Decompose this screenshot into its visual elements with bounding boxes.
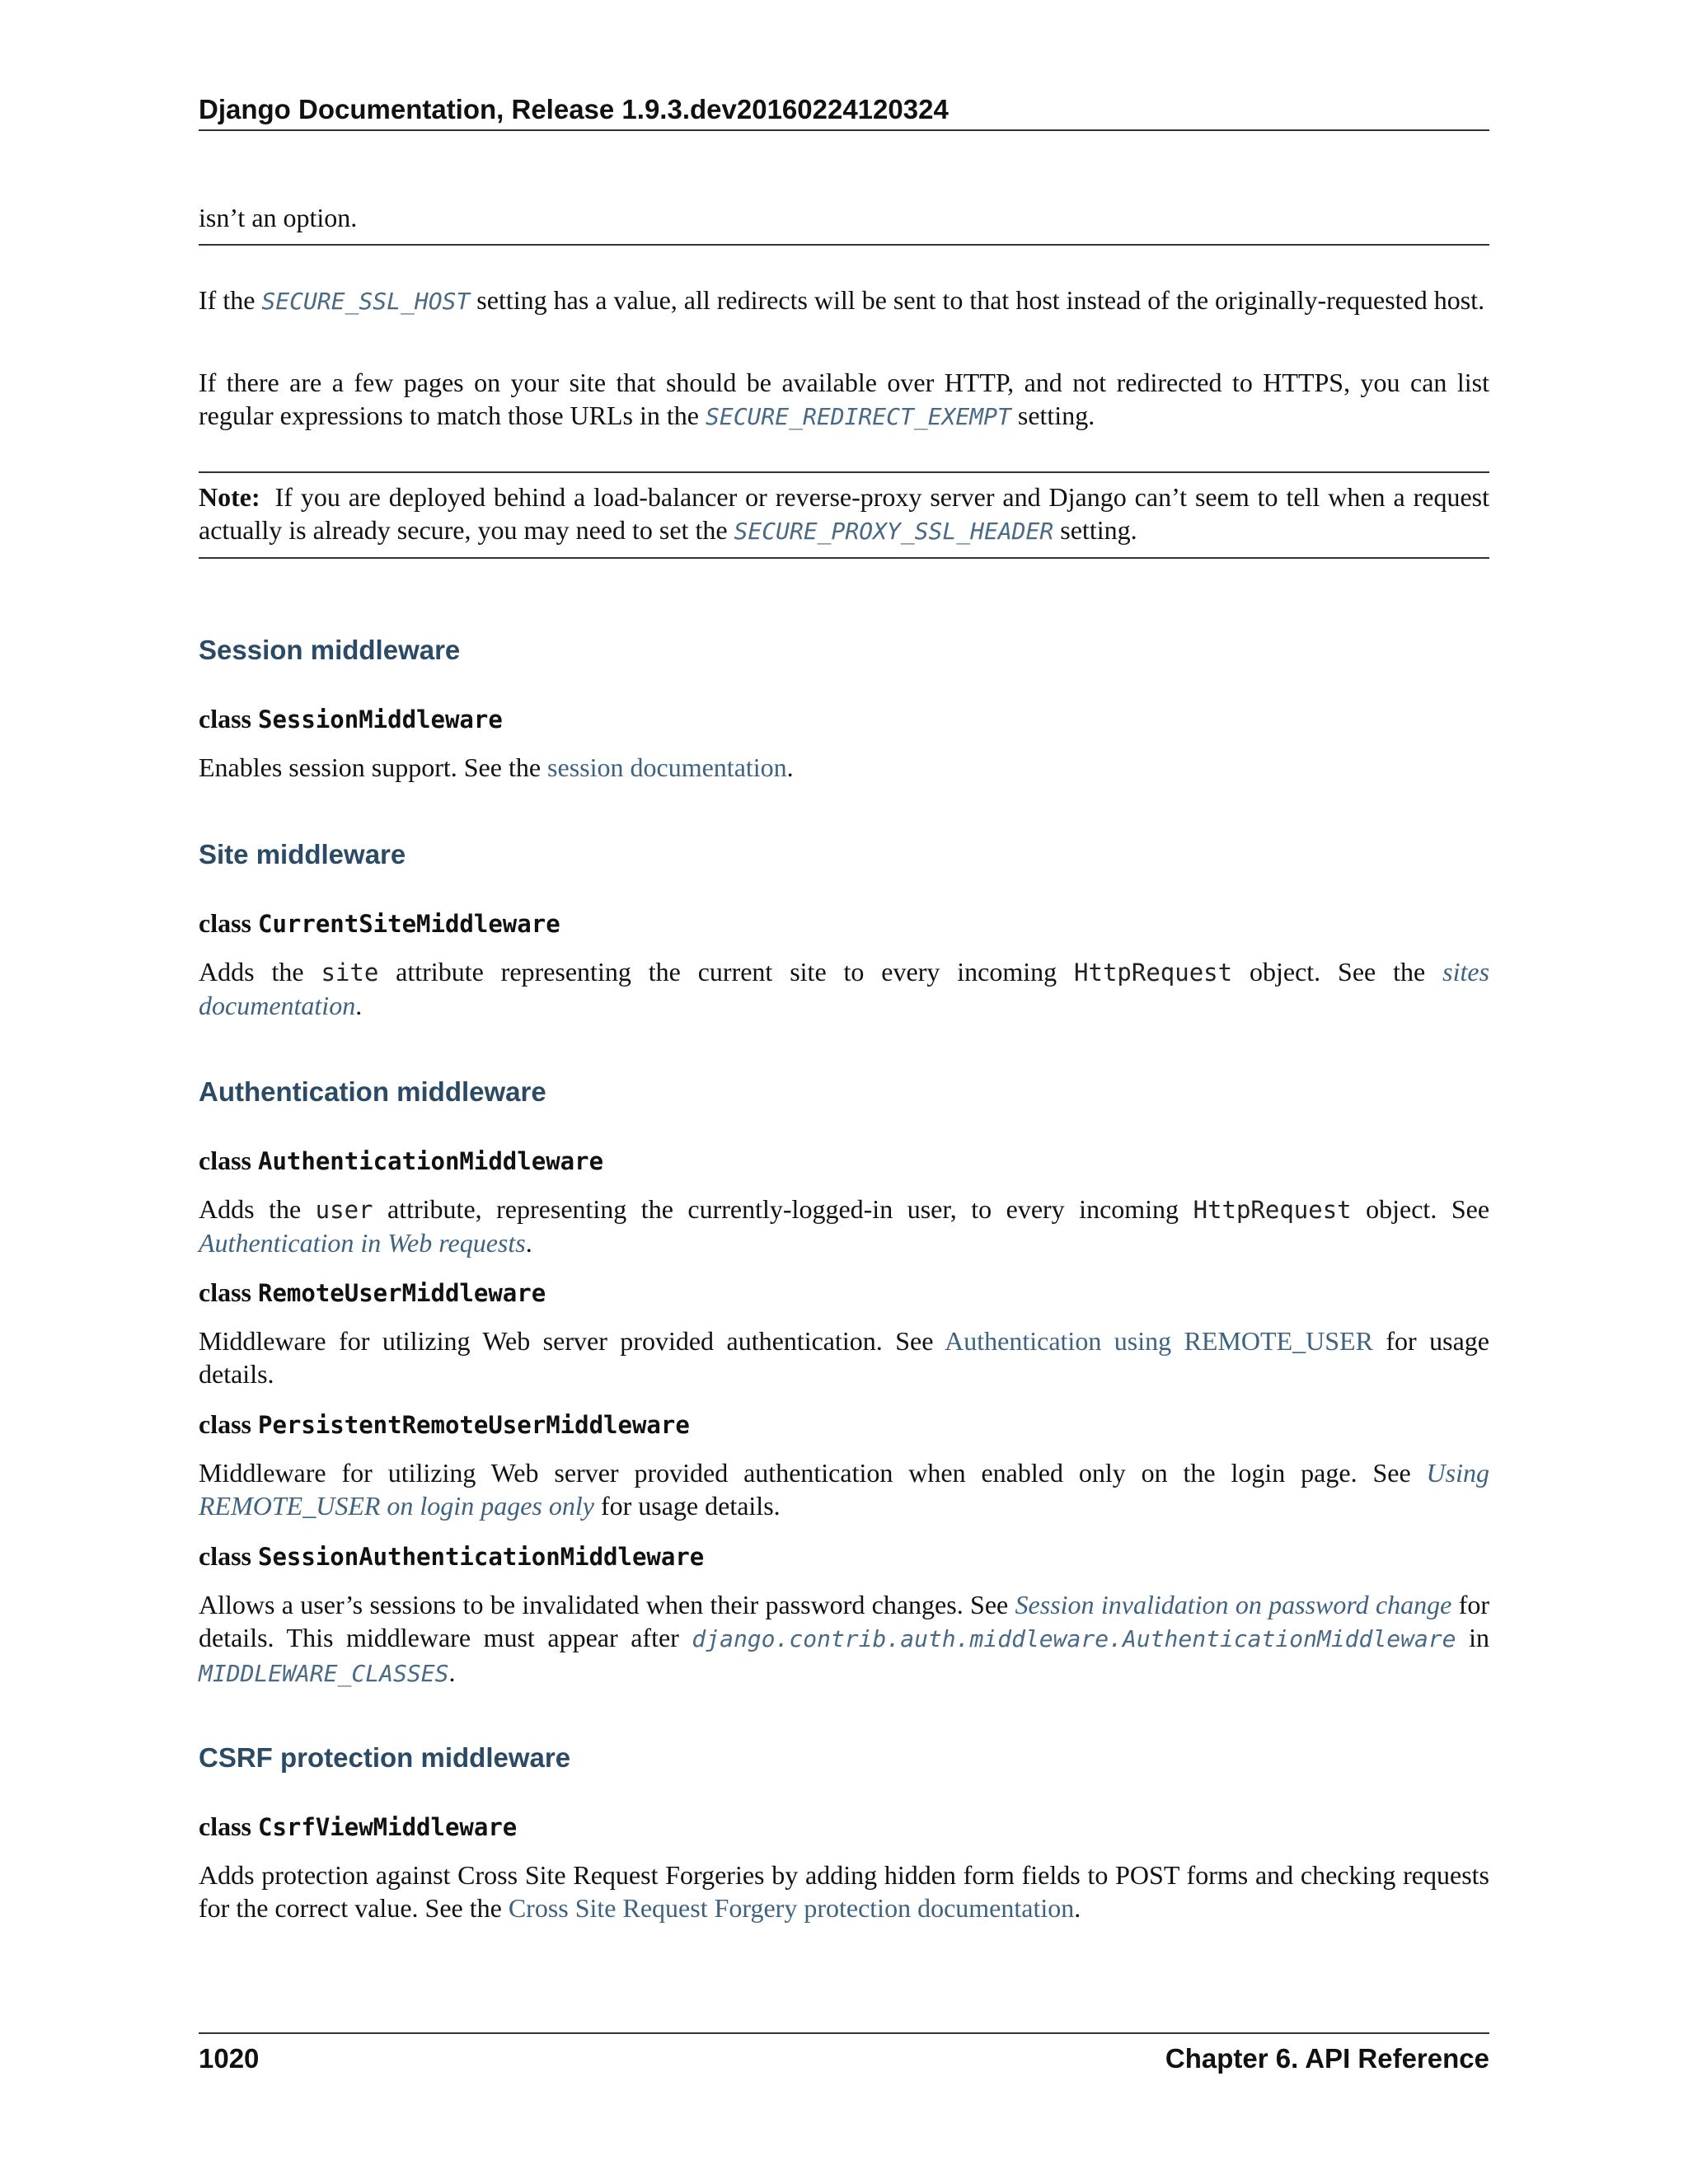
using-remote-user-on-login-pages-link[interactable]: Using REMOTE_USER on login pages only [199, 1458, 1489, 1521]
site-description: Adds the site attribute representing the current site to every incoming HttpRequest object. See the sites documentation. [199, 957, 1490, 1020]
class-signature-persistent-remote-user: class PersistentRemoteUserMiddleware [199, 1409, 690, 1439]
class-signature-authentication: class AuthenticationMiddleware [199, 1146, 604, 1175]
session-description: Enables session support. See the session documentation. [199, 752, 794, 782]
session-invalidation-link[interactable]: Session invalidation on password change [1015, 1590, 1452, 1619]
secure-proxy-ssl-header-link[interactable]: SECURE_PROXY_SSL_HEADER [734, 518, 1054, 545]
class-name: CurrentSiteMiddleware [258, 910, 560, 938]
paragraph-redirect-exempt: If there are a few pages on your site that should be available over HTTP, and not redirected to HTTPS, you can list regular expressions to match those URLs in the SECURE_REDIRECT_EXEMPT setting. [199, 368, 1489, 430]
class-name: SessionAuthenticationMiddleware [258, 1543, 705, 1571]
continued-paragraph [199, 201, 1489, 234]
inline-code: HttpRequest [1193, 1196, 1352, 1224]
class-signature-site: class CurrentSiteMiddleware [199, 908, 560, 938]
admonition-end-rule [199, 244, 1489, 246]
authentication-description: Adds the user attribute, representing the currently-logged-in user, to every incoming HttpRequest object. See Authentication in Web requests. [199, 1194, 1490, 1258]
class-signature-remote-user: class RemoteUserMiddleware [199, 1277, 546, 1307]
class-name: CsrfViewMiddleware [258, 1813, 518, 1841]
secure-ssl-host-link[interactable]: SECURE_SSL_HOST [261, 288, 471, 315]
class-name: AuthenticationMiddleware [258, 1147, 604, 1175]
authentication-middleware-ref-link[interactable]: django.contrib.auth.middleware.AuthenticationMiddleware [692, 1625, 1456, 1652]
class-signature-session-authentication: class SessionAuthenticationMiddleware [199, 1541, 705, 1571]
chapter-title: Chapter 6. API Reference [1165, 2043, 1489, 2074]
csrf-protection-documentation-link[interactable]: Cross Site Request Forgery protection documentation [508, 1893, 1075, 1923]
persistent-remote-user-description: Middleware for utilizing Web server provided authentication when enabled only on the login page. See Using REMOTE_USER on login pages only for usage details. [199, 1458, 1489, 1521]
note-label: Note: [199, 482, 260, 512]
note-box: Note: If you are deployed behind a load-balancer or reverse-proxy server and Django can’t seem to tell when a request actually is already secure, you may need to set the SECURE_PROXY_SSL_HEADER setting. [199, 482, 1489, 545]
session-authentication-description: Allows a user’s sessions to be invalidated when their password changes. See Session invalidation on password change for details. This middleware must appear after django.contrib.auth.middleware.AuthenticationMiddleware in MIDDLEWARE_CLASSES. [199, 1590, 1490, 1687]
section-heading-site: Site middleware [199, 839, 406, 869]
class-name: PersistentRemoteUserMiddleware [258, 1411, 690, 1439]
middleware-classes-link[interactable]: MIDDLEWARE_CLASSES [199, 1660, 449, 1687]
paragraph-ssl-host: If the SECURE_SSL_HOST setting has a value, all redirects will be sent to that host instead of the originally-requested host. [199, 285, 1485, 315]
section-heading-session: Session middleware [199, 635, 461, 665]
class-signature-csrf: class CsrfViewMiddleware [199, 1811, 518, 1841]
class-name: RemoteUserMiddleware [258, 1279, 546, 1307]
authentication-in-web-requests-link[interactable]: Authentication in Web requests [199, 1228, 526, 1258]
inline-code: site [321, 958, 379, 987]
class-signature-session: class SessionMiddleware [199, 704, 503, 733]
secure-redirect-exempt-link[interactable]: SECURE_REDIRECT_EXEMPT [705, 403, 1011, 430]
csrf-description: Adds protection against Cross Site Request Forgeries by adding hidden form fields to POST forms and checking requests for the correct value. See the Cross Site Request Forgery protection documentation. [199, 1860, 1489, 1923]
authentication-using-remote-user-link[interactable]: Authentication using REMOTE_USER [945, 1326, 1373, 1356]
running-header: Django Documentation, Release 1.9.3.dev20160224120324 [199, 91, 1489, 131]
page-number: 1020 [199, 2043, 260, 2074]
section-heading-auth: Authentication middleware [199, 1076, 546, 1107]
inline-code: user [315, 1196, 373, 1224]
continued-text: isn’t an option. [199, 203, 358, 232]
document-page [199, 0, 1489, 2184]
sites-documentation-link[interactable]: sites documentation [199, 957, 1490, 1020]
class-name: SessionMiddleware [258, 705, 503, 733]
inline-code: HttpRequest [1074, 958, 1233, 987]
section-heading-csrf: CSRF protection middleware [199, 1742, 571, 1773]
note-bottom-rule [199, 557, 1489, 559]
remote-user-description: Middleware for utilizing Web server provided authentication. See Authentication using REMOTE_USER for usage details. [199, 1326, 1490, 1389]
note-top-rule [199, 471, 1489, 473]
session-documentation-link[interactable]: session documentation [547, 752, 787, 782]
footer-rule [199, 2032, 1489, 2034]
